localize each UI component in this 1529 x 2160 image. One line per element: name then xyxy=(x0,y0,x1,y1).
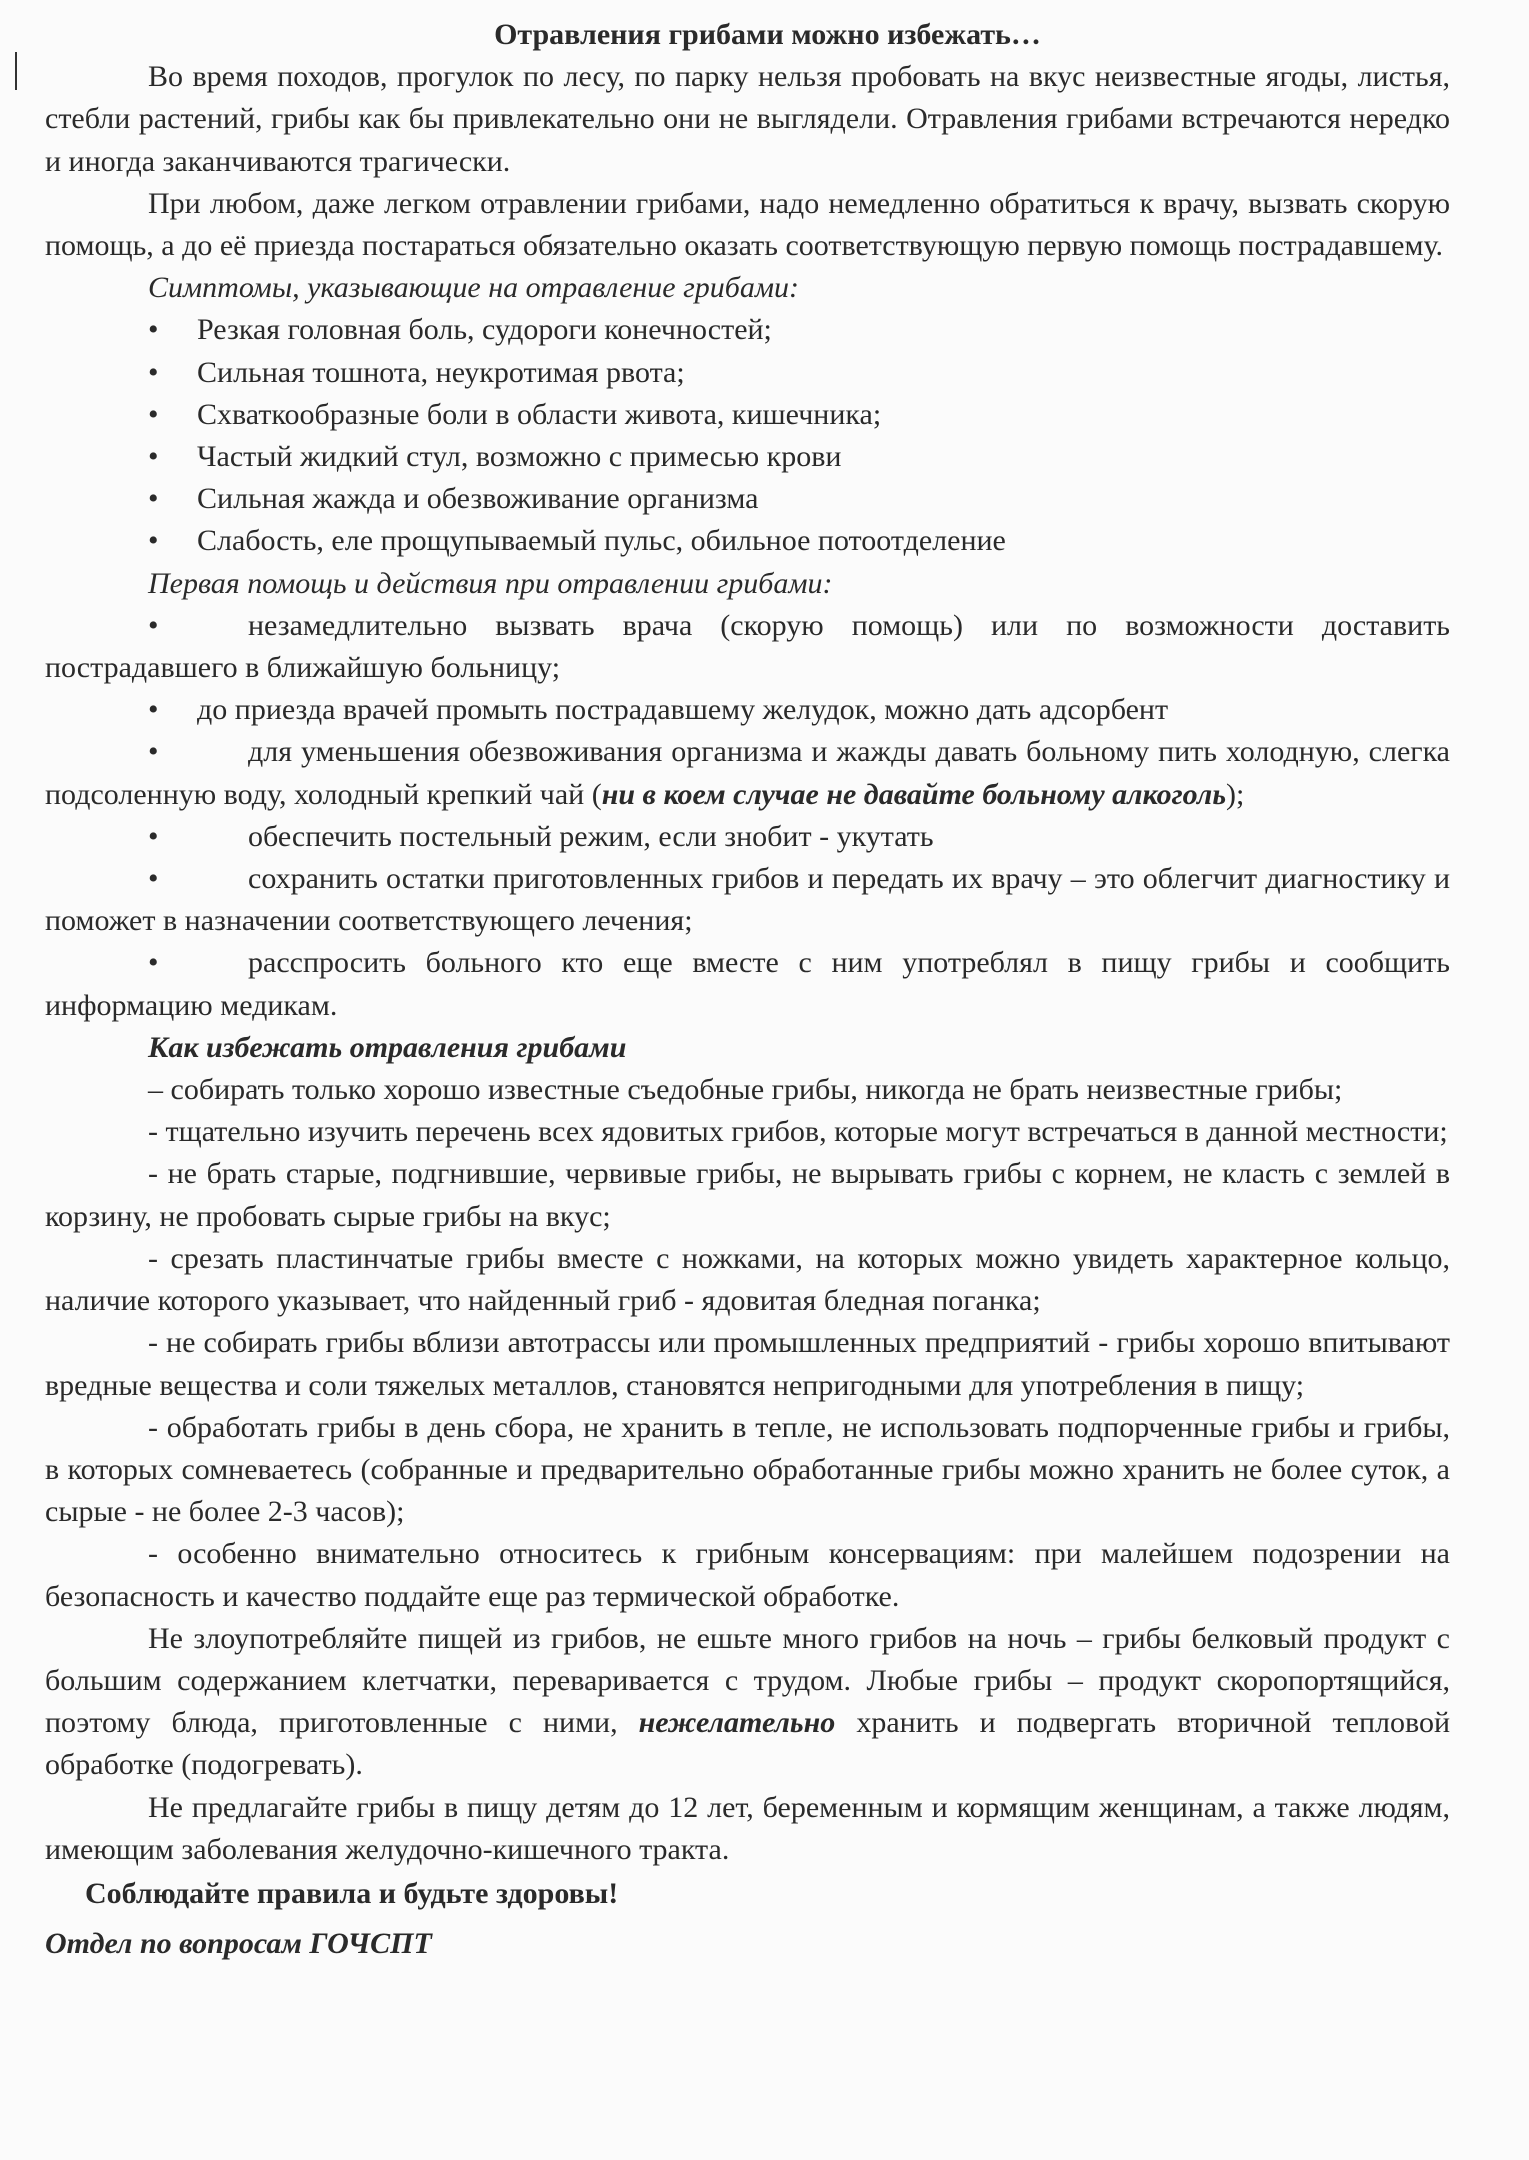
list-item: • Резкая головная боль, судороги конечностей; xyxy=(45,309,1450,351)
list-item: - срезать пластинчатые грибы вместе с ножками, на которых можно увидеть характерное кольцо, наличие которого указывает, что найденный гриб - ядовитая бледная поганка; xyxy=(45,1241,1450,1318)
symptoms-list xyxy=(45,309,1450,562)
first-aid-list xyxy=(45,605,1450,1027)
advice-emphasis: нежелательно xyxy=(638,1706,836,1740)
list-item: • сохранить остатки приготовленных грибов и передать их врачу – это облегчит диагностику и поможет в назначении соответствующего лечения; xyxy=(45,858,1450,942)
document-body xyxy=(45,14,1450,1965)
prevention-heading: Как избежать отравления грибами xyxy=(148,1030,627,1064)
list-item: • Частый жидкий стул, возможно с примесью крови xyxy=(45,436,1450,478)
prevention-list xyxy=(45,1069,1450,1618)
first-aid-heading: Первая помощь и действия при отравлении грибами: xyxy=(148,566,833,600)
bullet-icon: • xyxy=(148,397,159,431)
list-item: • Сильная тошнота, неукротимая рвота; xyxy=(45,352,1450,394)
advice-paragraph: Не предлагайте грибы в пищу детям до 12 лет, беременным и кормящим женщинам, а также людям, имеющим заболевания желудочно-кишечного тракта. xyxy=(45,1790,1450,1866)
list-item: • незамедлительно вызвать врача (скорую помощь) или по возможности доставить пострадавшего в ближайшую больницу; xyxy=(45,605,1450,689)
list-item: - обработать грибы в день сбора, не хранить в тепле, не использовать подпорченные грибы и грибы, в которых сомневаетесь (собранные и предварительно обработанные грибы можно хранить не более суток, а сырые - не более 2-3 часов); xyxy=(45,1410,1450,1529)
list-item: • Сильная жажда и обезвоживание организма xyxy=(45,478,1450,520)
bullet-icon: • xyxy=(148,355,159,389)
alcohol-warning: ни в коем случае не давайте больному алкоголь xyxy=(601,777,1227,811)
margin-mark xyxy=(15,52,17,90)
signature: Отдел по вопросам ГОЧСПТ xyxy=(45,1927,432,1961)
list-item: - не брать старые, подгнившие, червивые грибы, не вырывать грибы с корнем, не класть с землей в корзину, не пробовать сырые грибы на вкус; xyxy=(45,1157,1450,1233)
symptoms-heading: Симптомы, указывающие на отравление грибами: xyxy=(148,271,800,305)
bullet-icon: • xyxy=(148,693,159,727)
bullet-icon: • xyxy=(148,819,159,853)
bullet-icon: • xyxy=(148,440,159,474)
document-title: Отравления грибами можно избежать… xyxy=(494,18,1041,51)
bullet-icon: • xyxy=(148,608,159,642)
bullet-icon: • xyxy=(148,313,159,347)
intro-paragraph: При любом, даже легком отравлении грибами, надо немедленно обратиться к врачу, вызвать скорую помощь, а до её приезда постараться обязательно оказать соответствующую первую помощь пострадавшему. xyxy=(45,186,1450,263)
list-item: - тщательно изучить перечень всех ядовитых грибов, которые могут встречаться в данной местности; xyxy=(148,1115,1448,1149)
advice-paragraph: Не злоупотребляйте пищей из грибов, не ешьте много грибов на ночь – грибы белковый продукт с большим содержанием клетчатки, переваривается с трудом. Любые грибы – продукт скоропортящийся, поэтому блюда, приготовленные с ними, нежелательно хранить и подвергать вторичной тепловой обработке (подогревать). xyxy=(45,1621,1450,1782)
list-item: – собирать только хорошо известные съедобные грибы, никогда не брать неизвестные грибы; xyxy=(148,1073,1343,1107)
bullet-icon: • xyxy=(148,862,159,896)
bullet-icon: • xyxy=(148,482,159,516)
bullet-icon: • xyxy=(148,524,159,558)
list-item: • для уменьшения обезвоживания организма и жажды давать больному пить холодную, слегка подсоленную воду, холодный крепкий чай (ни в коем случае не давайте больному алкоголь); xyxy=(45,731,1450,815)
list-item: • расспросить больного кто еще вместе с ним употреблял в пищу грибы и сообщить информацию медикам. xyxy=(45,942,1450,1026)
list-item: • до приезда врачей промыть пострадавшему желудок, можно дать адсорбент xyxy=(45,689,1450,731)
closing-line: Соблюдайте правила и будьте здоровы! xyxy=(85,1876,619,1910)
list-item: - не собирать грибы вблизи автотрассы или промышленных предприятий - грибы хорошо впитывают вредные вещества и соли тяжелых металлов, становятся непригодными для употребления в пищу; xyxy=(45,1326,1450,1402)
intro-paragraph: Во время походов, прогулок по лесу, по парку нельзя пробовать на вкус неизвестные ягоды, листья, стебли растений, грибы как бы привлекательно они не выглядели. Отравления грибами встречаются нередко и иногда заканчиваются трагически. xyxy=(45,60,1450,178)
bullet-icon: • xyxy=(148,946,159,980)
list-item: - особенно внимательно относитесь к грибным консервациям: при малейшем подозрении на безопасность и качество поддайте еще раз термической обработке. xyxy=(45,1537,1450,1613)
bullet-icon: • xyxy=(148,735,159,769)
list-item: • Схваткообразные боли в области живота, кишечника; xyxy=(45,394,1450,436)
list-item: • обеспечить постельный режим, если знобит - укутать xyxy=(45,816,1450,858)
list-item: • Слабость, еле прощупываемый пульс, обильное потоотделение xyxy=(45,520,1450,562)
